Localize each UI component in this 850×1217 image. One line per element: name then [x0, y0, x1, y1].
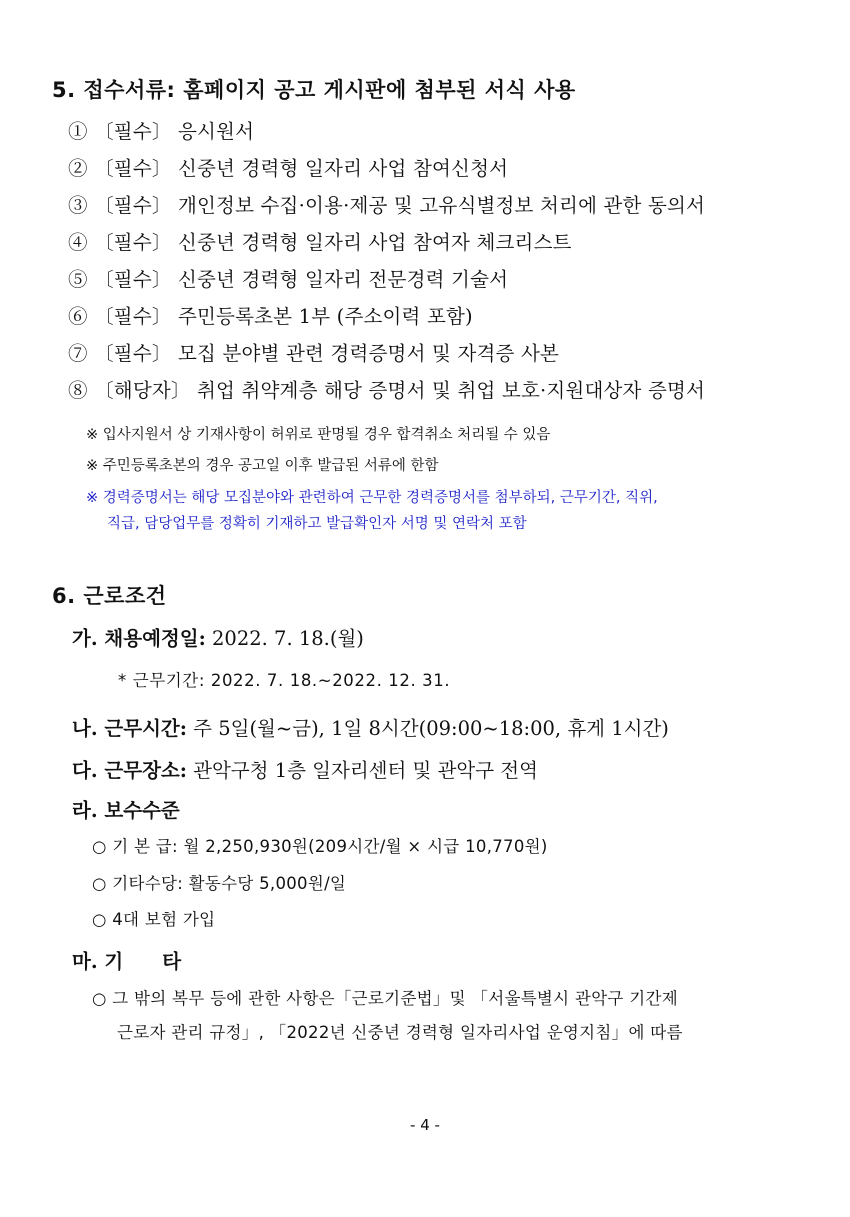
hire-date-row [72, 623, 364, 651]
etc-label: 마. 기 타 [72, 950, 182, 973]
note-career-certificate-line1: ※ 경력증명서는 해당 모집분야와 관련하여 근무한 경력증명서를 첨부하되, 근무기간, 직위, [86, 490, 658, 506]
etc-line-2: 근로자 관리 규정」, 「2022년 신중년 경력형 일자리사업 운영지침」에 따름 [117, 1023, 683, 1042]
section-5-title: 5. 접수서류: 홈페이지 공고 게시판에 첨부된 서식 사용 [52, 78, 576, 102]
document-item-4: ④ 〔필수〕 신중년 경력형 일자리 사업 참여자 체크리스트 [68, 231, 572, 254]
note-resident-registration: ※ 주민등록초본의 경우 공고일 이후 발급된 서류에 한함 [86, 458, 439, 474]
note-false-statement: ※ 입사지원서 상 기재사항이 허위로 판명될 경우 합격취소 처리될 수 있음 [86, 427, 551, 443]
pay-insurance: ○ 4대 보험 가입 [92, 910, 216, 929]
document-item-5: ⑤ 〔필수〕 신중년 경력형 일자리 전문경력 기술서 [68, 268, 509, 291]
hire-date-value: 2022. 7. 18.(월) [212, 627, 364, 650]
work-period-note: * 근무기간: 2022. 7. 18.~2022. 12. 31. [118, 671, 451, 690]
etc-heading [72, 946, 181, 974]
pay-allowance: ○ 기타수당: 활동수당 5,000원/일 [92, 874, 347, 893]
work-hours-label: 나. 근무시간: [72, 717, 187, 740]
pay-level-label: 라. 보수수준 [72, 799, 180, 822]
document-item-6: ⑥ 〔필수〕 주민등록초본 1부 (주소이력 포함) [68, 305, 473, 328]
document-item-8: ⑧ 〔해당자〕 취업 취약계층 해당 증명서 및 취업 보호·지원대상자 증명서 [68, 379, 706, 402]
page-number: - 4 - [410, 1116, 440, 1134]
work-place-row [72, 755, 538, 783]
pay-base-salary: ○ 기 본 급: 월 2,250,930원(209시간/월 × 시급 10,770원) [92, 837, 548, 856]
note-career-certificate-line2: 직급, 담당업무를 정확히 기재하고 발급확인자 서명 및 연락처 포함 [107, 516, 527, 532]
work-place-label: 다. 근무장소: [72, 759, 187, 782]
document-item-2: ② 〔필수〕 신중년 경력형 일자리 사업 참여신청서 [68, 157, 509, 180]
work-place-value: 관악구청 1층 일자리센터 및 관악구 전역 [193, 759, 538, 782]
document-item-1: ① 〔필수〕 응시원서 [68, 120, 255, 143]
pay-level-heading [72, 795, 180, 823]
document-item-3: ③ 〔필수〕 개인정보 수집·이용·제공 및 고유식별정보 처리에 관한 동의서 [68, 194, 706, 217]
work-hours-value: 주 5일(월~금), 1일 8시간(09:00~18:00, 휴게 1시간) [193, 717, 669, 740]
hire-date-label: 가. 채용예정일: [72, 627, 206, 650]
etc-line-1: ○ 그 밖의 복무 등에 관한 사항은「근로기준법」및 「서울특별시 관악구 기간제 [92, 989, 678, 1008]
section-6-title: 6. 근로조건 [52, 584, 167, 608]
work-hours-row [72, 713, 669, 741]
document-item-7: ⑦ 〔필수〕 모집 분야별 관련 경력증명서 및 자격증 사본 [68, 342, 560, 365]
